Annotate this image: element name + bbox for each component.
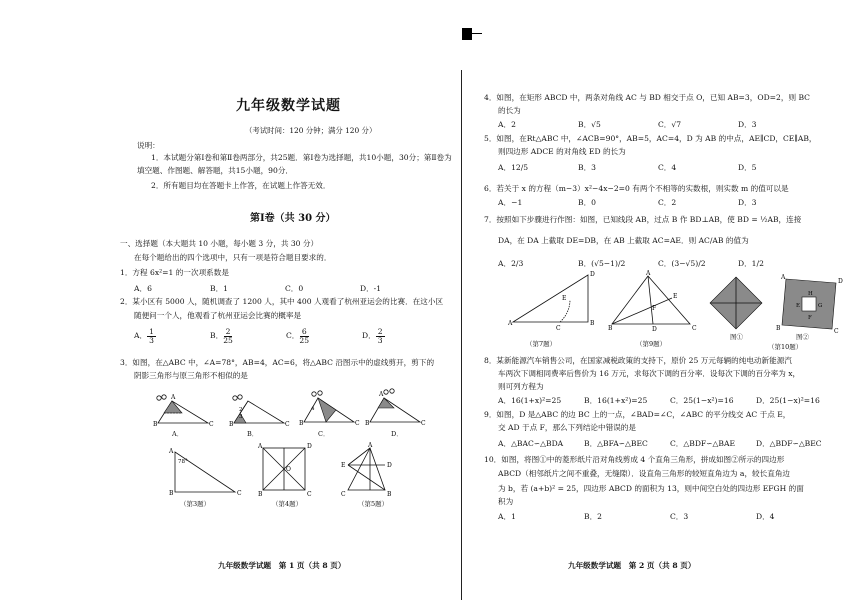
figure-10-label-1: 图① <box>730 333 743 341</box>
option: A．16(1+x)²=25 <box>498 396 562 405</box>
figure-9-caption: （第9题） <box>636 340 667 348</box>
option: A．2/3 <box>498 259 524 268</box>
svg-text:B: B <box>153 421 158 428</box>
question-10-options <box>498 512 775 522</box>
option: A．12/5 <box>498 163 529 172</box>
svg-text:4: 4 <box>311 406 315 412</box>
figure-10-caption: （第10题） <box>768 343 803 351</box>
question-5b: 则四边形 ADCE 的对角线 ED 的长为 <box>498 147 626 156</box>
option: C．3 <box>670 512 689 521</box>
svg-text:A: A <box>368 442 373 449</box>
option: D．△BDF∽△BEC <box>756 439 822 448</box>
figure-3-caption: （第3题） <box>180 500 211 508</box>
figure-4-caption: （第4题） <box>272 500 303 508</box>
option: B．(√5−1)/2 <box>578 259 626 268</box>
question-7b: DA，在 DA 上截取 DE=DB，在 AB 上截取 AC=AE．则 AC/AB 的值为 <box>498 236 749 245</box>
question-10c: 为 b，若 (a+b)² = 25，四边形 ABCD 的面积为 13，则中间空白处的四边形 EFGH 的面 <box>498 484 804 493</box>
svg-text:C: C <box>209 421 214 428</box>
question-7a: 7．按照如下步骤进行作图：如图，已知线段 AB，过点 B 作 BD⊥AB，使 BD = ½AB，连接 <box>484 215 802 224</box>
svg-text:2: 2 <box>239 407 243 413</box>
option-label: D． <box>391 430 403 438</box>
option: C．√7 <box>658 120 682 129</box>
question-5a: 5．如图，在Rt△ABC 中，∠ACB=90°，AB=5，AC=4，D 为 AB 的中点，AE∥CD，CE∥AB， <box>484 134 817 143</box>
numerator: 1 <box>149 327 154 336</box>
option: A．6 <box>134 284 152 293</box>
svg-text:3: 3 <box>239 414 243 420</box>
question-8-options <box>498 396 820 406</box>
question-2b: 随便问一个人，他观看了杭州亚运会比赛的概率是 <box>134 311 302 320</box>
option-label: C． <box>318 430 330 438</box>
svg-text:H: H <box>808 291 813 297</box>
option-letter: C． <box>286 331 300 341</box>
svg-text:F: F <box>652 305 657 312</box>
svg-text:D: D <box>838 278 843 285</box>
svg-text:C: C <box>355 420 360 427</box>
option: C．25(1−x²)=16 <box>670 396 734 405</box>
option: B．0 <box>578 198 597 207</box>
option-letter: D． <box>362 331 376 341</box>
svg-text:B: B <box>776 325 781 332</box>
svg-text:B: B <box>590 320 595 327</box>
page-footer: 九年级数学试题 第 2 页（共 8 页） <box>568 561 696 570</box>
figure-9 <box>608 272 698 332</box>
option: B．△BFA∽△BEC <box>584 439 648 448</box>
svg-text:A: A <box>379 391 384 398</box>
option: A．△BAC∽△BDA <box>498 439 564 448</box>
svg-text:D: D <box>387 462 392 469</box>
fraction <box>376 328 385 345</box>
option: C．0 <box>285 284 304 293</box>
option: B．3 <box>578 163 597 172</box>
question-10a: 10．如图，将图①中的菱形纸片沿对角线剪成 4 个直角三角形，拼成如图②所示的四边形 <box>484 455 785 464</box>
svg-text:E: E <box>673 293 678 300</box>
svg-text:G: G <box>818 303 823 309</box>
question-4a: 4．如图，在矩形 ABCD 中，两条对角线 AC 与 BD 相交于点 O，已知 AB=3，OD=2，则 BC <box>484 93 810 102</box>
note-1a: 1．本试题分第Ⅰ卷和第Ⅱ卷两部分，共25题．第Ⅰ卷为选择题，共10小题，30分；第Ⅱ卷为 <box>151 153 452 162</box>
svg-text:O: O <box>286 466 291 473</box>
figure-5 <box>340 443 400 498</box>
fraction <box>223 328 233 345</box>
option: C．(3−√5)/2 <box>658 259 706 268</box>
question-10b: ABCD（相邻纸片之间不重叠，无缝隙）．设直角三角形的较短直角边为 a，较长直角边 <box>498 469 791 478</box>
option-letter: B． <box>210 331 224 341</box>
page-divider <box>461 70 462 600</box>
option <box>210 328 286 345</box>
svg-text:C: C <box>834 328 839 335</box>
question-8c: 则可列方程为 <box>498 382 544 391</box>
figure-7 <box>508 270 598 330</box>
fraction <box>299 328 309 345</box>
svg-text:A: A <box>171 394 176 401</box>
figure-3b <box>226 393 296 433</box>
question-4b: 的长为 <box>498 106 521 115</box>
option: A．1 <box>498 512 516 521</box>
svg-text:C: C <box>341 491 346 498</box>
exam-subtitle: （考试时间：120 分钟；满分 120 分） <box>245 126 377 135</box>
option: D．3 <box>738 120 757 129</box>
figure-7-caption: （第7题） <box>526 340 557 348</box>
svg-text:D: D <box>590 271 595 278</box>
option: B．16(1+x²)=25 <box>584 396 648 405</box>
option: B．1 <box>210 284 229 293</box>
option: D．25(1−x)²=16 <box>756 396 820 405</box>
option-label: B． <box>247 430 259 438</box>
notes-label: 说明： <box>137 141 160 150</box>
part1-note: 在每个题给出的四个选项中，只有一项是符合题目要求的． <box>134 253 332 262</box>
question-7-options <box>498 259 764 269</box>
figure-3 <box>165 447 245 497</box>
question-5-options <box>498 163 757 173</box>
svg-text:A: A <box>169 448 174 455</box>
svg-text:B: B <box>299 420 304 427</box>
numerator: 6 <box>301 327 307 336</box>
question-9-options <box>498 439 822 449</box>
question-3a: 3．如图，在△ABC 中，∠A=78°，AB=4，AC=6，将△ABC 沿图示中的虚线剪开，剪下的 <box>120 358 435 367</box>
option: C．△BDF∽△BAE <box>670 439 735 448</box>
svg-text:B: B <box>169 490 174 497</box>
svg-text:F: F <box>808 315 812 321</box>
option: C．4 <box>658 163 677 172</box>
question-9b: 交 AD 于点 F，那么下列结论中错误的是 <box>498 423 636 432</box>
figure-10-label-2: 图② <box>796 333 809 341</box>
svg-text:B: B <box>608 325 613 332</box>
svg-text:E: E <box>341 462 346 469</box>
figure-3c <box>296 388 366 433</box>
svg-text:C: C <box>237 490 242 497</box>
svg-text:C: C <box>285 421 290 428</box>
question-4-options <box>498 120 757 130</box>
option: C．2 <box>658 198 677 207</box>
svg-text:B: B <box>387 491 392 498</box>
numerator: 2 <box>225 327 231 336</box>
svg-text:A: A <box>646 270 651 277</box>
question-10d: 积为 <box>498 497 514 506</box>
svg-text:B: B <box>258 491 263 498</box>
denominator: 25 <box>223 335 233 345</box>
right-page <box>468 0 860 608</box>
part1-heading: 一、选择题（本大题共 10 小题，每小题 3 分，共 30 分） <box>120 239 319 248</box>
fraction <box>147 328 156 345</box>
option: A．−1 <box>498 198 523 207</box>
option: D．4 <box>756 512 775 521</box>
option-label: A． <box>172 430 184 438</box>
question-6: 6．若关于 x 的方程（m−3）x²−4x−2=0 有两个不相等的实数根，则实数 m 的值可以是 <box>484 184 789 193</box>
question-8b: 车两次下调相同费率后售价为 16 万元，求每次下调的百分率．设每次下调的百分率为 x， <box>498 369 801 378</box>
svg-text:B: B <box>229 421 234 428</box>
option <box>286 328 362 345</box>
exam-title: 九年级数学试题 <box>236 98 341 114</box>
option: A．2 <box>498 120 516 129</box>
section-title: 第Ⅰ卷（共 30 分） <box>250 213 336 224</box>
svg-text:C: C <box>692 325 697 332</box>
svg-text:E: E <box>796 303 801 309</box>
question-2a: 2．某小区有 5000 人，随机调查了 1200 人，其中 400 人观看了杭州亚运会的比赛．在这小区 <box>120 297 444 306</box>
note-2: 2．所有题目均在答题卡上作答，在试题上作答无效． <box>151 181 331 190</box>
svg-text:D: D <box>652 326 657 333</box>
svg-text:E: E <box>562 295 567 302</box>
svg-text:A: A <box>508 320 513 327</box>
denominator: 3 <box>377 335 383 345</box>
figure-4 <box>258 443 313 498</box>
numerator: 2 <box>377 327 383 336</box>
option-letter: A． <box>134 331 148 341</box>
question-9a: 9．如图，D 是△ABC 的边 BC 上的一点，∠BAD=∠C，∠ABC 的平分线交 AC 于点 E， <box>484 410 791 419</box>
option: B．2 <box>584 512 603 521</box>
svg-text:78°: 78° <box>178 459 188 465</box>
question-6-options <box>498 198 757 208</box>
svg-text:C: C <box>421 420 426 427</box>
option <box>362 328 438 345</box>
option <box>134 328 210 345</box>
figure-3a <box>150 393 220 433</box>
question-1-options <box>134 284 381 294</box>
svg-text:C: C <box>307 491 312 498</box>
figure-3d <box>362 388 432 433</box>
option: D．1/2 <box>738 259 764 268</box>
svg-text:D: D <box>307 443 312 450</box>
figure-5-caption: （第5题） <box>358 500 389 508</box>
denominator: 3 <box>149 335 154 345</box>
svg-text:C: C <box>556 325 561 332</box>
question-1: 1．方程 6x²=1 的一次项系数是 <box>120 268 229 277</box>
figure-10 <box>706 275 856 335</box>
option: B．√5 <box>578 120 601 129</box>
denominator: 25 <box>299 335 310 345</box>
option: D．5 <box>738 163 757 172</box>
option: D．-1 <box>360 284 382 293</box>
question-3b: 阴影三角形与原三角形不相似的是 <box>134 371 248 380</box>
page-footer: 九年级数学试题 第 1 页（共 8 页） <box>218 561 346 570</box>
svg-text:B: B <box>365 420 370 427</box>
svg-text:A: A <box>781 274 786 281</box>
svg-text:A: A <box>258 443 263 450</box>
note-1b: 填空题、作图题、解答题，共15小题，90分． <box>137 166 294 175</box>
question-2-options <box>134 328 438 345</box>
option: D．3 <box>738 198 757 207</box>
question-8a: 8．某新能源汽车销售公司，在国家减税政策的支持下，原价 25 万元每辆的纯电动新能源汽 <box>484 356 792 365</box>
